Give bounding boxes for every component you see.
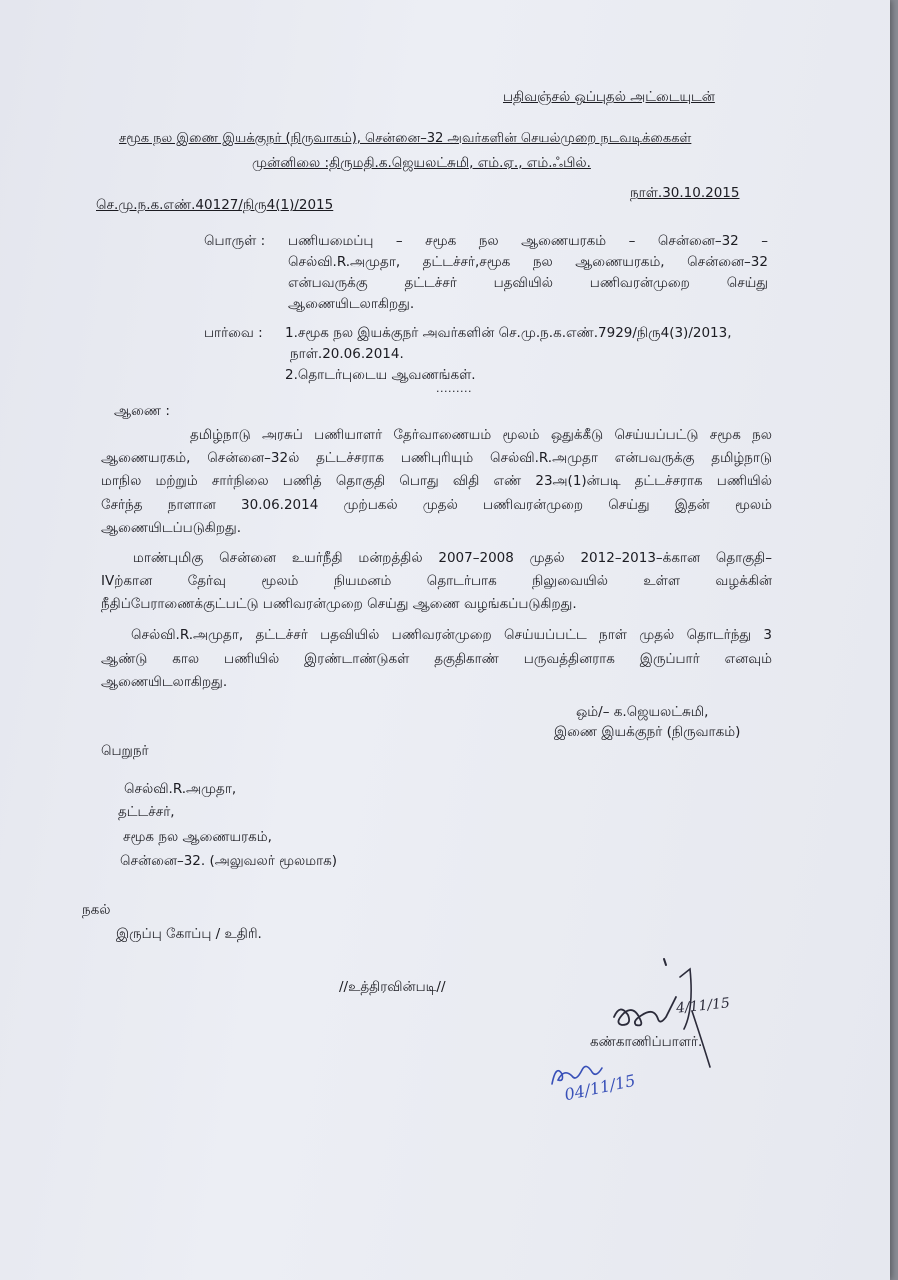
reference-line: நாள்.20.06.2014.: [290, 346, 404, 362]
order-para-line: தமிழ்நாடு அரசுப் பணியாளர் தேர்வாணையம் மூலம் ஒதுக்கீடு செய்யப்பட்டு சமூக நல: [190, 427, 772, 443]
subject-line: செல்வி.R.அமுதா, தட்டச்சர்,சமூக நல ஆணையரகம், சென்னை–32: [288, 254, 768, 270]
signature-date: 4/11/15: [675, 995, 731, 1017]
receipt-date: 04/11/15: [562, 1070, 638, 1105]
order-para-line: ஆணையரகம், சென்னை–32ல் தட்டச்சராக பணிபுரியும் செல்வி.R.அமுதா என்பவருக்கு தமிழ்நாடு: [101, 450, 772, 466]
copy-label: நகல்: [82, 902, 111, 918]
separator-dots: .........: [436, 382, 472, 395]
recipient-line: செல்வி.R.அமுதா,: [124, 781, 237, 797]
order-para-line: சேர்ந்த நாளான 30.06.2014 முற்பகல் முதல் பணிவரன்முறை செய்து இதன் மூலம்: [101, 497, 772, 513]
copy-line: இருப்பு கோப்பு / உதிரி.: [116, 926, 262, 942]
registered-post-note: பதிவஞ்சல் ஒப்புதல் அட்டையுடன்: [503, 89, 715, 105]
order-label: ஆணை :: [114, 403, 170, 419]
reference-line: 2.தொடர்புடைய ஆவணங்கள்.: [285, 367, 476, 383]
presiding-officer: முன்னிலை :திருமதி.க.ஜெயலட்சுமி, எம்.ஏ., எம்.ஃபில்.: [252, 155, 591, 171]
signature-mark: [600, 955, 760, 1085]
subject-line: ஆணையிடலாகிறது.: [288, 296, 415, 312]
order-para-line: நீதிப்பேராணைக்குட்பட்டு பணிவரன்முறை செய்து ஆணை வழங்கப்படுகிறது.: [101, 596, 577, 612]
order-para-line: IVற்கான தேர்வு மூலம் நியமனம் தொடர்பாக நிலுவையில் உள்ள வழக்கின்: [101, 573, 772, 589]
order-para-line: மாண்புமிகு சென்னை உயர்நீதி மன்றத்தில் 2007–2008 முதல் 2012–2013–க்கான தொகுதி–: [133, 550, 772, 566]
recipient-line: சமூக நல ஆணையரகம்,: [123, 829, 272, 845]
recipient-line: சென்னை–32. (அலுவலர் மூலமாக): [120, 853, 338, 869]
subject-line: பணியமைப்பு – சமூக நல ஆணையரகம் – சென்னை–32 –: [288, 233, 768, 249]
reference-number: செ.மு.ந.க.எண்.40127/நிரு4(1)/2015: [96, 197, 334, 213]
subject-label: பொருள் :: [204, 233, 266, 249]
reference-line: 1.சமூக நல இயக்குநர் அவர்களின் செ.மு.ந.க.எண்.7929/நிரு4(3)/2013,: [285, 325, 732, 341]
order-para-line: மாநில மற்றும் சார்நிலை பணித் தொகுதி பொது விதி எண் 23அ(1)ன்படி தட்டச்சராக பணியில்: [101, 473, 772, 489]
signatory-designation: இணை இயக்குநர் (நிருவாகம்): [554, 724, 741, 740]
reference-label: பார்வை :: [204, 325, 263, 341]
recipient-line: தட்டச்சர்,: [118, 804, 175, 820]
order-para-line: ஆணையிடலாகிறது.: [101, 674, 228, 690]
subject-line: என்பவருக்கு தட்டச்சர் பதவியில் பணிவரன்முறை செய்து: [288, 275, 768, 291]
order-para-line: ஆணையிடப்படுகிறது.: [101, 520, 242, 536]
recipient-label: பெறுநர்: [101, 743, 149, 759]
order-para-line: செல்வி.R.அமுதா, தட்டச்சர் பதவியில் பணிவரன்முறை செய்யப்பட்ட நாள் முதல் தொடர்ந்து 3: [131, 627, 772, 643]
order-date: நாள்.30.10.2015: [630, 185, 740, 201]
superintendent-designation: கண்காணிப்பாளர்.: [590, 1034, 703, 1050]
proceedings-title: சமூக நல இணை இயக்குநர் (நிருவாகம்), சென்னை–32 அவர்களின் செயல்முறை நடவடிக்கைகள்: [119, 131, 692, 146]
signatory-name: ஒம்/– க.ஜெயலட்சுமி,: [576, 704, 709, 720]
by-order-note: //உத்திரவின்படி//: [339, 979, 446, 995]
order-para-line: ஆண்டு கால பணியில் இரண்டாண்டுகள் தகுதிகாண் பருவத்தினராக இருப்பார் எனவும்: [101, 651, 772, 667]
